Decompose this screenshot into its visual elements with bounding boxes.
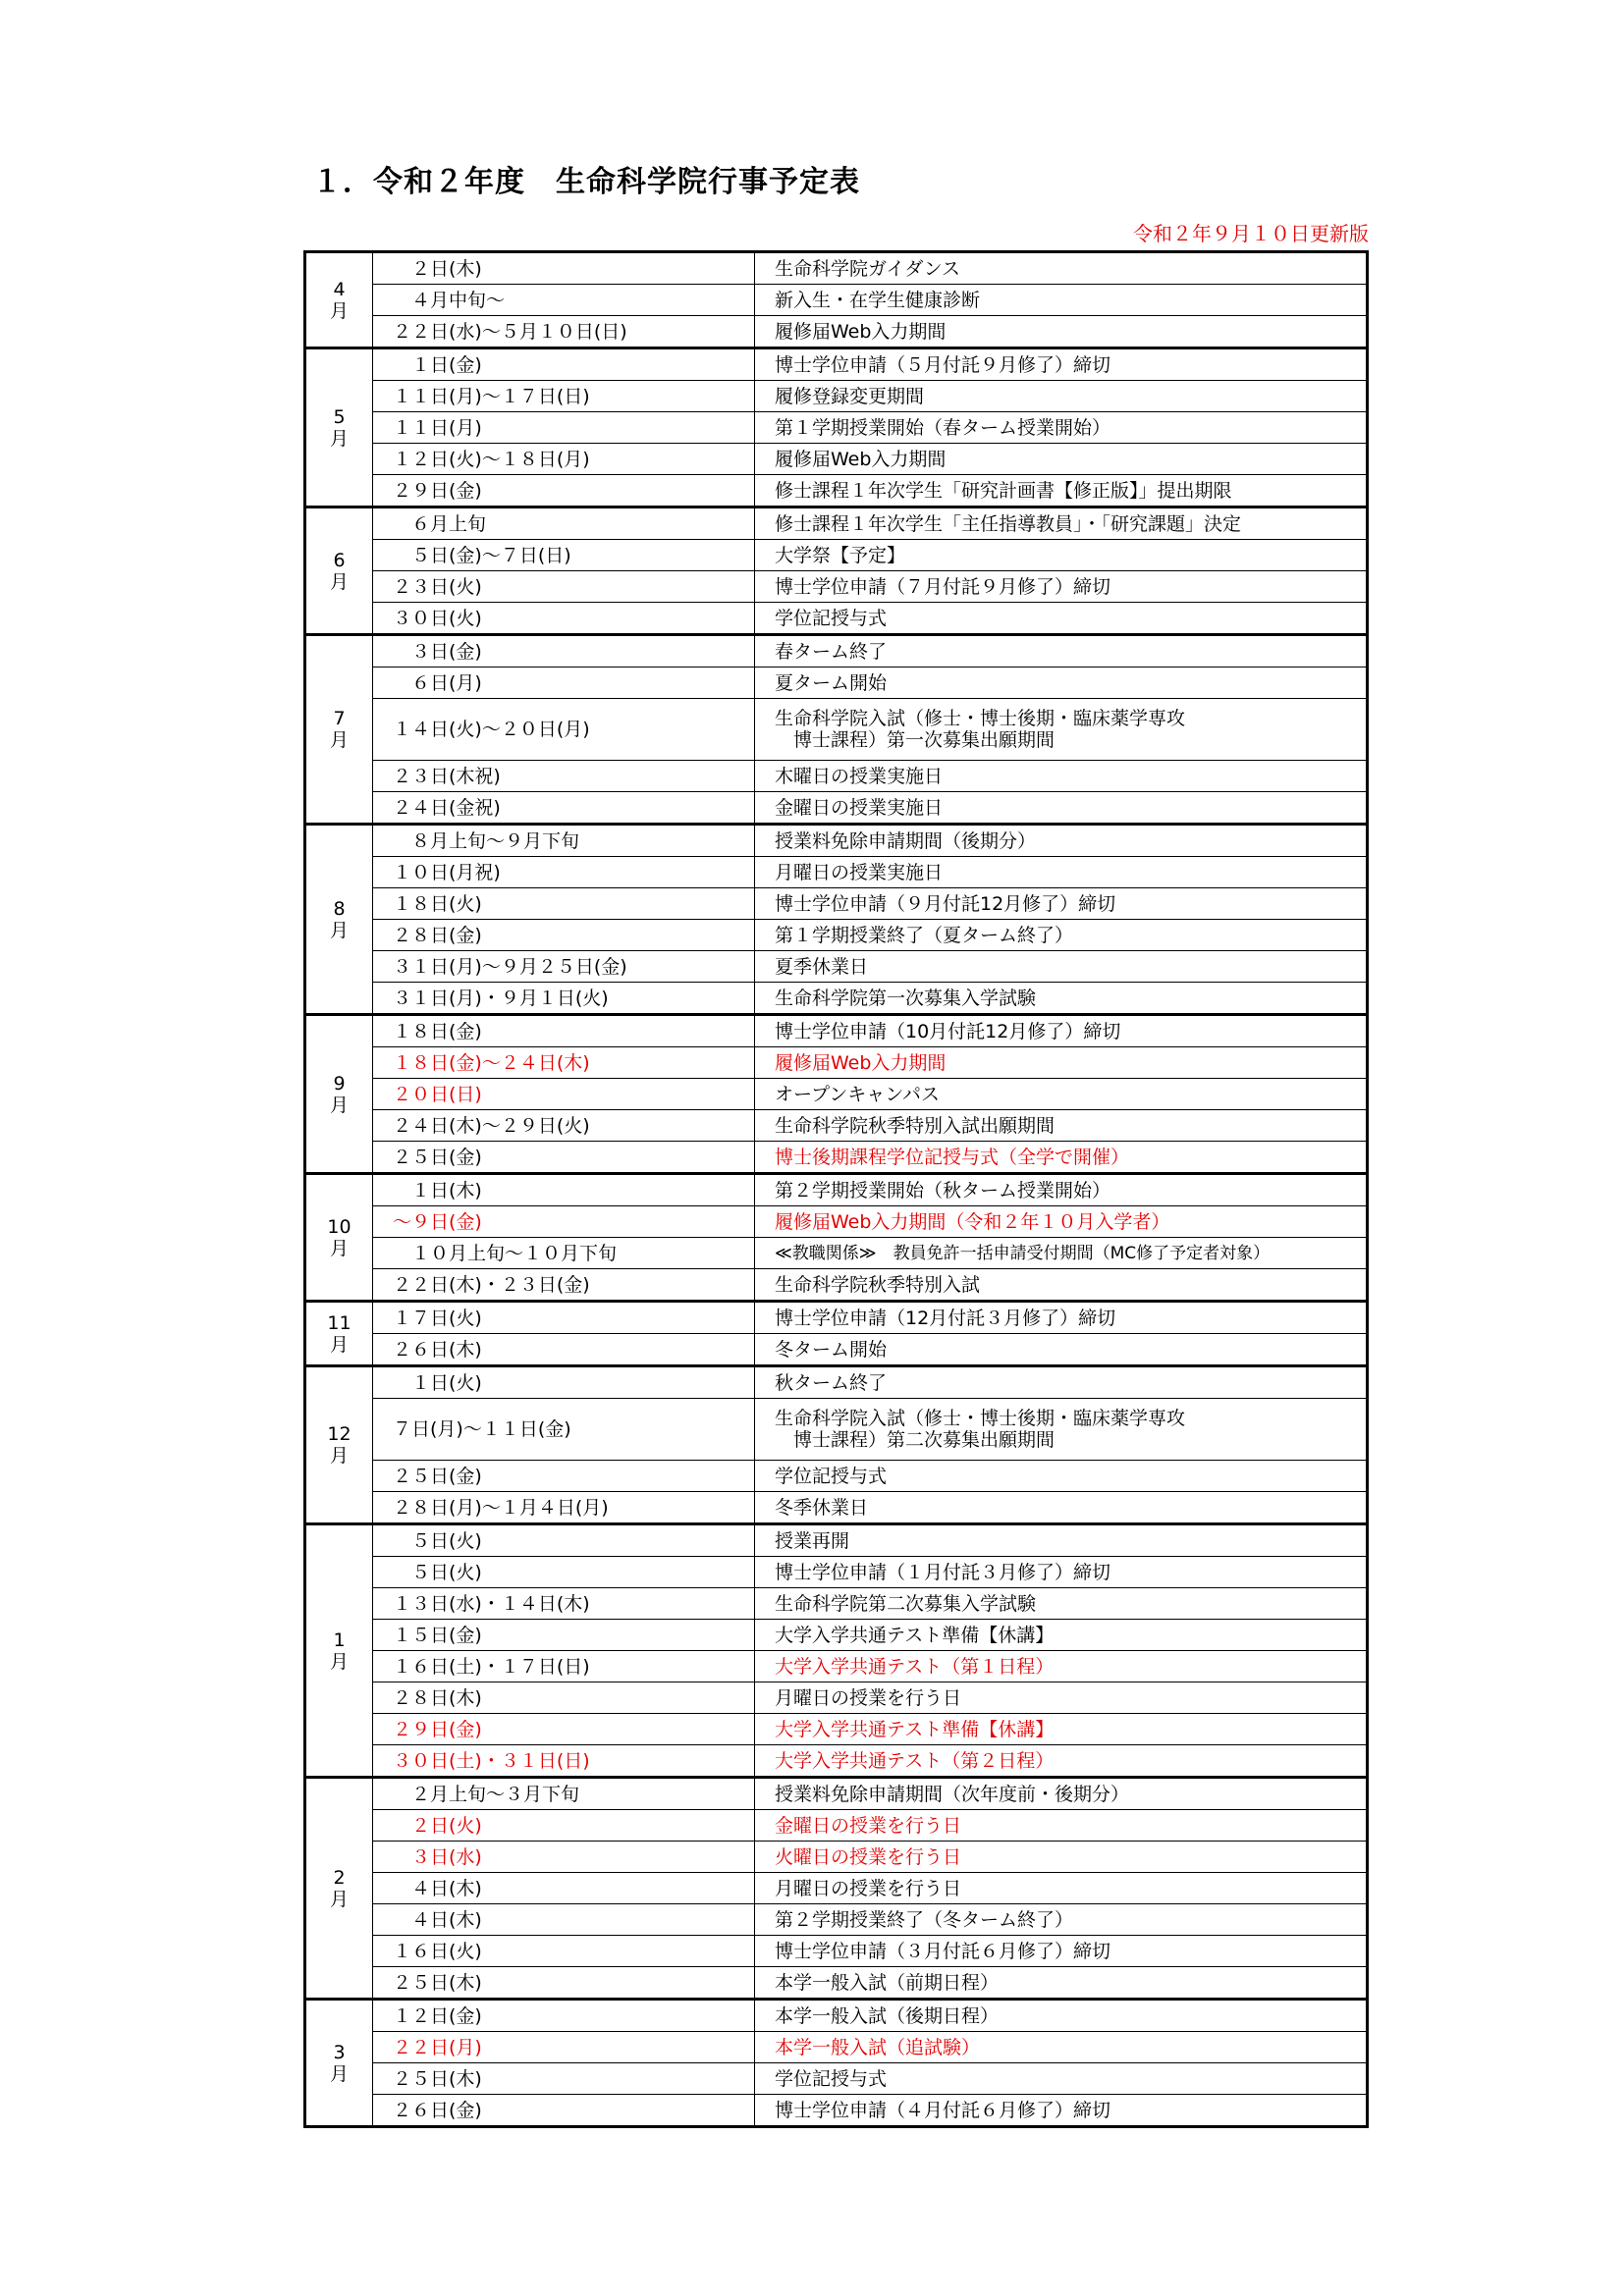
schedule-event: 新入生・在学生健康診断 xyxy=(755,285,1368,316)
schedule-event: 生命科学院秋季特別入試 xyxy=(755,1269,1368,1302)
schedule-row xyxy=(305,1557,1368,1588)
schedule-date: ５日(金)～７日(日) xyxy=(373,540,755,571)
schedule-row xyxy=(305,475,1368,507)
schedule-event: 生命科学院秋季特別入試出願期間 xyxy=(755,1110,1368,1142)
schedule-event: 大学入学共通テスト準備【休講】 xyxy=(755,1620,1368,1651)
schedule-row xyxy=(305,316,1368,348)
schedule-row xyxy=(305,1366,1368,1399)
schedule-row xyxy=(305,1620,1368,1651)
schedule-date: ３日(金) xyxy=(373,635,755,667)
schedule-date: １５日(金) xyxy=(373,1620,755,1651)
schedule-event: ≪教職関係≫ 教員免許一括申請受付期間（MC修了予定者対象） xyxy=(755,1238,1368,1269)
schedule-event: 生命科学院ガイダンス xyxy=(755,252,1368,285)
schedule-row xyxy=(305,1269,1368,1302)
schedule-date: １７日(火) xyxy=(373,1302,755,1334)
schedule-date: ２６日(金) xyxy=(373,2095,755,2127)
schedule-row xyxy=(305,412,1368,444)
month-label: 4 月 xyxy=(305,252,373,348)
schedule-date: ４日(木) xyxy=(373,1873,755,1904)
schedule-row xyxy=(305,444,1368,475)
schedule-date: １日(火) xyxy=(373,1366,755,1399)
schedule-row xyxy=(305,252,1368,285)
schedule-date: ２２日(水)～５月１０日(日) xyxy=(373,316,755,348)
schedule-row xyxy=(305,603,1368,635)
schedule-date: １０日(月祝) xyxy=(373,857,755,888)
schedule-row xyxy=(305,1967,1368,2000)
schedule-event: 履修届Web入力期間 xyxy=(755,316,1368,348)
schedule-row xyxy=(305,2095,1368,2127)
schedule-row xyxy=(305,825,1368,857)
schedule-row xyxy=(305,507,1368,540)
schedule-event: 月曜日の授業実施日 xyxy=(755,857,1368,888)
schedule-event: 本学一般入試（追試験） xyxy=(755,2032,1368,2063)
schedule-row xyxy=(305,1651,1368,1682)
schedule-date: ３０日(土)・３１日(日) xyxy=(373,1745,755,1778)
schedule-event: 月曜日の授業を行う日 xyxy=(755,1682,1368,1714)
schedule-row xyxy=(305,667,1368,699)
schedule-event: 履修届Web入力期間（令和２年１０月入学者） xyxy=(755,1206,1368,1238)
schedule-date: ２８日(月)～１月４日(月) xyxy=(373,1492,755,1524)
schedule-date: １１日(月)～１７日(日) xyxy=(373,381,755,412)
schedule-event: 大学入学共通テスト準備【休講】 xyxy=(755,1714,1368,1745)
schedule-date: １２日(火)～１８日(月) xyxy=(373,444,755,475)
schedule-row xyxy=(305,1810,1368,1842)
schedule-date: ２５日(木) xyxy=(373,1967,755,2000)
schedule-event: 第１学期授業終了（夏ターム終了） xyxy=(755,920,1368,951)
schedule-date: １１日(月) xyxy=(373,412,755,444)
schedule-date: ６月上旬 xyxy=(373,507,755,540)
schedule-event: 春ターム終了 xyxy=(755,635,1368,667)
schedule-event: 学位記授与式 xyxy=(755,603,1368,635)
schedule-date: ３０日(火) xyxy=(373,603,755,635)
schedule-row xyxy=(305,1588,1368,1620)
schedule-row xyxy=(305,635,1368,667)
schedule-row xyxy=(305,571,1368,603)
schedule-event: 第２学期授業開始（秋ターム授業開始） xyxy=(755,1174,1368,1206)
schedule-event: 本学一般入試（後期日程） xyxy=(755,2000,1368,2032)
schedule-event: 博士学位申請（３月付託６月修了）締切 xyxy=(755,1936,1368,1967)
schedule-date: ６日(月) xyxy=(373,667,755,699)
schedule-table xyxy=(303,250,1369,2128)
schedule-row xyxy=(305,1904,1368,1936)
schedule-date: ２０日(日) xyxy=(373,1079,755,1110)
schedule-row xyxy=(305,1492,1368,1524)
schedule-date: １６日(土)・１７日(日) xyxy=(373,1651,755,1682)
schedule-event: 大学入学共通テスト（第１日程） xyxy=(755,1651,1368,1682)
schedule-event: 授業料免除申請期間（後期分） xyxy=(755,825,1368,857)
schedule-date: ５日(火) xyxy=(373,1524,755,1557)
schedule-row xyxy=(305,1206,1368,1238)
schedule-event: 修士課程１年次学生「研究計画書【修正版】」提出期限 xyxy=(755,475,1368,507)
schedule-row xyxy=(305,1873,1368,1904)
schedule-event: 本学一般入試（前期日程） xyxy=(755,1967,1368,2000)
schedule-row xyxy=(305,348,1368,381)
schedule-row xyxy=(305,2063,1368,2095)
schedule-event: 大学祭【予定】 xyxy=(755,540,1368,571)
month-label: 3 月 xyxy=(305,2000,373,2127)
schedule-date: ２４日(木)～２９日(火) xyxy=(373,1110,755,1142)
schedule-event: 履修届Web入力期間 xyxy=(755,1047,1368,1079)
schedule-row xyxy=(305,2032,1368,2063)
schedule-event: 博士学位申請（７月付託９月修了）締切 xyxy=(755,571,1368,603)
schedule-row xyxy=(305,285,1368,316)
schedule-date: ２８日(金) xyxy=(373,920,755,951)
month-label: 8 月 xyxy=(305,825,373,1015)
schedule-event: 大学入学共通テスト（第２日程） xyxy=(755,1745,1368,1778)
schedule-event: 博士学位申請（10月付託12月修了）締切 xyxy=(755,1015,1368,1047)
schedule-row xyxy=(305,1110,1368,1142)
month-label: 5 月 xyxy=(305,348,373,507)
schedule-date: １３日(水)・１４日(木) xyxy=(373,1588,755,1620)
schedule-event: 秋ターム終了 xyxy=(755,1366,1368,1399)
schedule-event: 履修届Web入力期間 xyxy=(755,444,1368,475)
schedule-event: 冬季休業日 xyxy=(755,1492,1368,1524)
month-label: 12 月 xyxy=(305,1366,373,1524)
schedule-row xyxy=(305,699,1368,761)
schedule-row xyxy=(305,1461,1368,1492)
schedule-date: ４日(木) xyxy=(373,1904,755,1936)
schedule-event: 博士学位申請（５月付託９月修了）締切 xyxy=(755,348,1368,381)
schedule-event: 博士学位申請（１月付託３月修了）締切 xyxy=(755,1557,1368,1588)
schedule-row xyxy=(305,1682,1368,1714)
schedule-event: 夏季休業日 xyxy=(755,951,1368,983)
schedule-date: １２日(金) xyxy=(373,2000,755,2032)
schedule-event: 火曜日の授業を行う日 xyxy=(755,1842,1368,1873)
schedule-event: 月曜日の授業を行う日 xyxy=(755,1873,1368,1904)
schedule-event: 第２学期授業終了（冬ターム終了） xyxy=(755,1904,1368,1936)
schedule-date: ２８日(木) xyxy=(373,1682,755,1714)
schedule-row xyxy=(305,888,1368,920)
schedule-event: 授業再開 xyxy=(755,1524,1368,1557)
schedule-row xyxy=(305,1399,1368,1461)
schedule-event: 博士学位申請（12月付託３月修了）締切 xyxy=(755,1302,1368,1334)
schedule-row xyxy=(305,1047,1368,1079)
month-label: 7 月 xyxy=(305,635,373,825)
schedule-row xyxy=(305,857,1368,888)
schedule-event: 博士学位申請（９月付託12月修了）締切 xyxy=(755,888,1368,920)
schedule-row xyxy=(305,920,1368,951)
schedule-event: 学位記授与式 xyxy=(755,2063,1368,2095)
schedule-date: １８日(金) xyxy=(373,1015,755,1047)
schedule-row xyxy=(305,540,1368,571)
schedule-row xyxy=(305,761,1368,792)
schedule-date: １日(金) xyxy=(373,348,755,381)
schedule-event: 授業料免除申請期間（次年度前・後期分） xyxy=(755,1778,1368,1810)
schedule-date: ２日(火) xyxy=(373,1810,755,1842)
month-label: 11 月 xyxy=(305,1302,373,1366)
schedule-event: 夏ターム開始 xyxy=(755,667,1368,699)
schedule-date: １日(木) xyxy=(373,1174,755,1206)
schedule-row xyxy=(305,1745,1368,1778)
schedule-row xyxy=(305,1334,1368,1366)
schedule-date: ４月中旬～ xyxy=(373,285,755,316)
schedule-event: 生命科学院入試（修士・博士後期・臨床薬学専攻 博士課程）第二次募集出願期間 xyxy=(755,1399,1368,1461)
month-label: 1 月 xyxy=(305,1524,373,1778)
schedule-date: ２５日(金) xyxy=(373,1461,755,1492)
schedule-event: 金曜日の授業を行う日 xyxy=(755,1810,1368,1842)
schedule-row xyxy=(305,1302,1368,1334)
page-title: １．令和２年度 生命科学院行事予定表 xyxy=(312,165,860,199)
schedule-row xyxy=(305,1174,1368,1206)
schedule-date: ３１日(月)・９月１日(火) xyxy=(373,983,755,1015)
schedule-row xyxy=(305,1015,1368,1047)
schedule-date: １４日(火)～２０日(月) xyxy=(373,699,755,761)
schedule-row xyxy=(305,1842,1368,1873)
schedule-date: ２９日(金) xyxy=(373,1714,755,1745)
schedule-date: ２３日(木祝) xyxy=(373,761,755,792)
schedule-row xyxy=(305,1079,1368,1110)
schedule-row xyxy=(305,2000,1368,2032)
schedule-date: ２９日(金) xyxy=(373,475,755,507)
schedule-event: 博士後期課程学位記授与式（全学で開催） xyxy=(755,1142,1368,1174)
schedule-date: ～９日(金) xyxy=(373,1206,755,1238)
schedule-date: ７日(月)～１１日(金) xyxy=(373,1399,755,1461)
schedule-date: ２月上旬～３月下旬 xyxy=(373,1778,755,1810)
schedule-date: １６日(火) xyxy=(373,1936,755,1967)
schedule-date: １８日(火) xyxy=(373,888,755,920)
schedule-row xyxy=(305,1238,1368,1269)
update-note: 令和２年９月１０日更新版 xyxy=(1133,222,1369,245)
schedule-row xyxy=(305,381,1368,412)
month-label: 10 月 xyxy=(305,1174,373,1302)
schedule-event: 木曜日の授業実施日 xyxy=(755,761,1368,792)
schedule-event: 修士課程１年次学生「主任指導教員」・「研究課題」決定 xyxy=(755,507,1368,540)
schedule-date: ２４日(金祝) xyxy=(373,792,755,825)
schedule-event: 博士学位申請（４月付託６月修了）締切 xyxy=(755,2095,1368,2127)
schedule-event: 金曜日の授業実施日 xyxy=(755,792,1368,825)
schedule-date: ２日(木) xyxy=(373,252,755,285)
schedule-date: ２５日(木) xyxy=(373,2063,755,2095)
schedule-event: オープンキャンパス xyxy=(755,1079,1368,1110)
schedule-date: ３日(水) xyxy=(373,1842,755,1873)
schedule-row xyxy=(305,1778,1368,1810)
schedule-row xyxy=(305,1524,1368,1557)
schedule-date: ２６日(木) xyxy=(373,1334,755,1366)
schedule-event: 第１学期授業開始（春ターム授業開始） xyxy=(755,412,1368,444)
schedule-date: １８日(金)～２４日(木) xyxy=(373,1047,755,1079)
schedule-event: 学位記授与式 xyxy=(755,1461,1368,1492)
schedule-date: ５日(火) xyxy=(373,1557,755,1588)
schedule-row xyxy=(305,1714,1368,1745)
schedule-event: 冬ターム開始 xyxy=(755,1334,1368,1366)
schedule-date: ２２日(木)・２３日(金) xyxy=(373,1269,755,1302)
schedule-date: ２５日(金) xyxy=(373,1142,755,1174)
month-label: 6 月 xyxy=(305,507,373,635)
schedule-row xyxy=(305,983,1368,1015)
schedule-row xyxy=(305,951,1368,983)
schedule-date: １０月上旬～１０月下旬 xyxy=(373,1238,755,1269)
schedule-event: 履修登録変更期間 xyxy=(755,381,1368,412)
schedule-event: 生命科学院入試（修士・博士後期・臨床薬学専攻 博士課程）第一次募集出願期間 xyxy=(755,699,1368,761)
schedule-row xyxy=(305,792,1368,825)
schedule-event: 生命科学院第一次募集入学試験 xyxy=(755,983,1368,1015)
schedule-event: 生命科学院第二次募集入学試験 xyxy=(755,1588,1368,1620)
schedule-date: ８月上旬～９月下旬 xyxy=(373,825,755,857)
schedule-date: ２３日(火) xyxy=(373,571,755,603)
schedule-date: ３１日(月)～９月２５日(金) xyxy=(373,951,755,983)
schedule-date: ２２日(月) xyxy=(373,2032,755,2063)
month-label: 9 月 xyxy=(305,1015,373,1174)
schedule-row xyxy=(305,1142,1368,1174)
schedule-row xyxy=(305,1936,1368,1967)
month-label: 2 月 xyxy=(305,1778,373,2000)
